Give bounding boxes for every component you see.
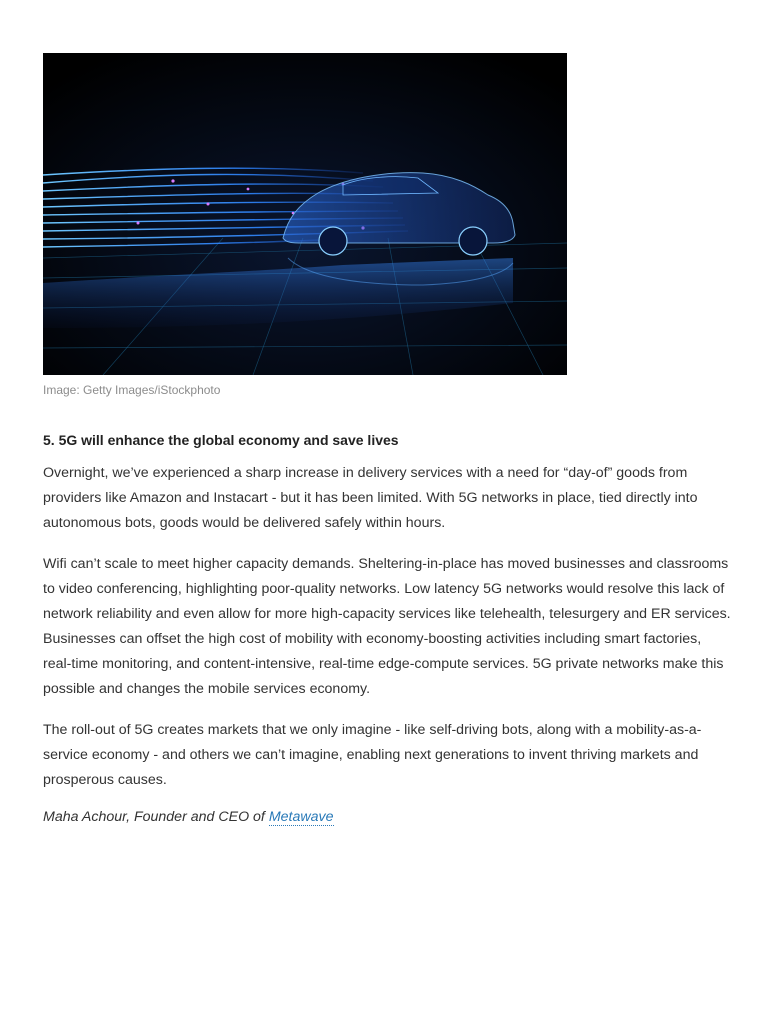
hero-image [43, 53, 567, 375]
metawave-link[interactable]: Metawave [268, 809, 334, 825]
paragraph-2: Wifi can’t scale to meet higher capacity demands. Sheltering-in-place has moved businesses and classrooms to video conferencing, highlighting poor-quality networks. Low latency 5G networks would resolve this lack of network reliability and even allow for more high-capacity services like telehealth, telesurgery and ER services. Businesses can offset the high cost of mobility with economy-boosting activities including smart factories, real-time monitoring, and content-intensive, real-time edge-compute services. 5G private networks make this possible and changes the mobile services economy. [43, 556, 731, 697]
article [43, 53, 733, 830]
paragraph-1: Overnight, we’ve experienced a sharp increase in delivery services with a need for “day-of” goods from providers like Amazon and Instacart - but it has been limited. With 5G networks in place, tied directly into autonomous bots, goods would be delivered safely within hours. [43, 465, 698, 531]
byline [43, 805, 733, 830]
wireframe-car-illustration [43, 53, 567, 375]
image-caption: Image: Getty Images/iStockphoto [43, 383, 221, 397]
paragraph-3: The roll-out of 5G creates markets that we only imagine - like self-driving bots, along with a mobility-as-a-service economy - and others we can’t imagine, enabling next generations to invent thriving markets and prosperous causes. [43, 722, 702, 788]
byline-text: Maha Achour, Founder and CEO of [43, 809, 269, 825]
section-heading: 5. 5G will enhance the global economy and save lives [43, 432, 399, 448]
